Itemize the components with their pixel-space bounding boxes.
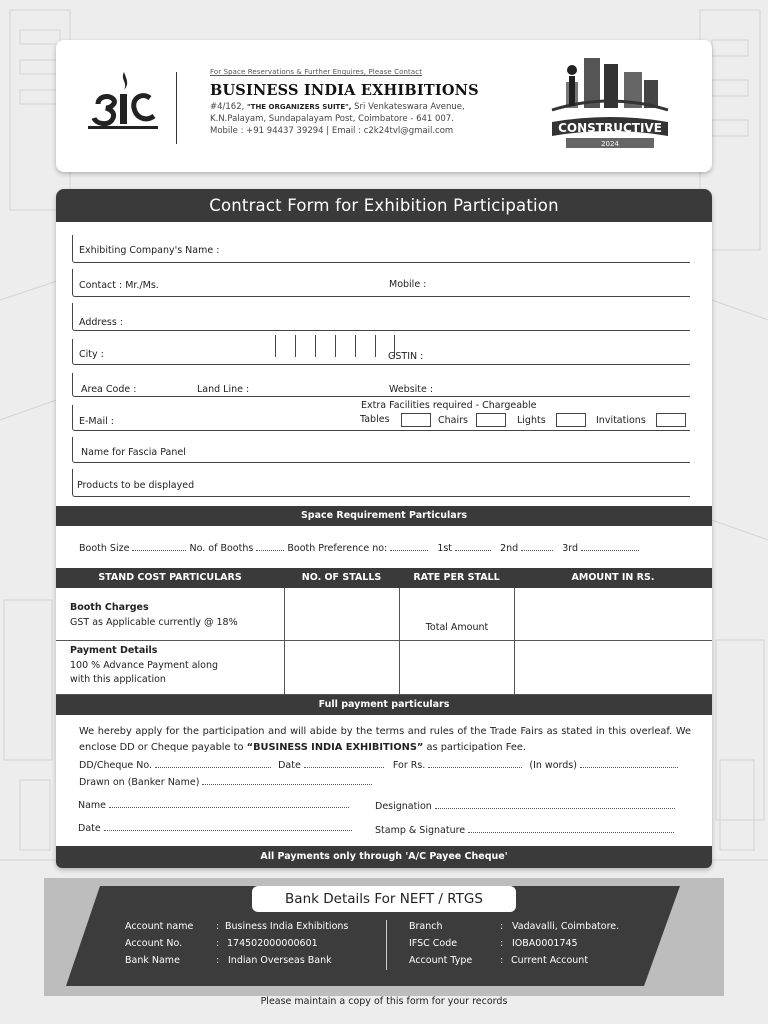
products-label: Products to be displayed: [77, 480, 195, 491]
cheque-date-input[interactable]: [304, 759, 384, 768]
branch-label: Branch: [409, 921, 443, 932]
pincode-box[interactable]: [295, 335, 315, 357]
branch-value: Vadavalli, Coimbatore.: [512, 921, 620, 932]
pincode-box[interactable]: [275, 335, 295, 357]
tables-label: Tables: [360, 414, 390, 425]
area-code-label: Area Code :: [81, 384, 137, 395]
ifsc-label: IFSC Code: [409, 938, 458, 949]
no-of-booths-input[interactable]: [256, 542, 284, 551]
cost-table: [56, 588, 712, 695]
amount-header: AMOUNT IN RS.: [571, 572, 655, 583]
account-type-label: Account Type: [409, 955, 473, 966]
address-field[interactable]: [72, 303, 690, 331]
colon: :: [216, 938, 220, 949]
rate-per-stall-header: RATE PER STALL: [413, 572, 500, 583]
declaration-text: [79, 724, 691, 756]
pincode-box[interactable]: [335, 335, 355, 357]
ifsc-value: IOBA0001745: [512, 938, 578, 949]
extra-facilities-label: Extra Facilities required - Chargeable: [361, 400, 537, 411]
chairs-checkbox[interactable]: [476, 413, 506, 427]
colon: :: [500, 938, 504, 949]
designation-input[interactable]: [435, 800, 675, 809]
account-name-label: Account name: [125, 921, 194, 932]
colon: :: [500, 921, 504, 932]
stand-cost-header: STAND COST PARTICULARS: [98, 572, 242, 583]
address-line-2: K.N.Palayam, Sundapalayam Post, Coimbatore - 641 007.: [210, 114, 454, 124]
payment-details-line2: with this application: [70, 674, 166, 685]
booth-size-label: Booth Size: [79, 543, 130, 554]
mobile-label: Mobile :: [389, 279, 427, 290]
invitations-checkbox[interactable]: [656, 413, 686, 427]
colon: :: [500, 955, 504, 966]
lights-checkbox[interactable]: [556, 413, 586, 427]
no-of-booths-label: No. of Booths: [189, 543, 254, 554]
address-label: Address :: [79, 317, 124, 328]
booth-charges-text: GST as Applicable currently @ 18%: [70, 617, 238, 628]
for-rs-label: For Rs.: [392, 760, 426, 771]
lights-label: Lights: [517, 415, 546, 426]
products-field[interactable]: [72, 469, 690, 497]
table-divider: [284, 588, 285, 695]
date-label: Date: [78, 823, 101, 834]
chairs-label: Chairs: [438, 415, 468, 426]
declaration-part1: We hereby apply for the participation and will abide by the terms and rules of the Trade Fairs as stated in this overleaf. We enclose DD or Cheque payable to: [79, 726, 691, 753]
event-logo-year: 2024: [601, 140, 619, 148]
stamp-label: Stamp & Signature: [375, 825, 466, 836]
booth-size-line: [79, 542, 639, 554]
payment-details-line1: 100 % Advance Payment along: [70, 660, 219, 671]
city-field[interactable]: [72, 339, 690, 365]
name-label: Name: [78, 800, 107, 811]
account-type-value: Current Account: [511, 955, 589, 966]
declaration-part2: as participation Fee.: [426, 742, 526, 753]
booth-preference-label: Booth Preference no:: [287, 543, 388, 554]
third-preference-input[interactable]: [581, 542, 639, 551]
invitations-label: Invitations: [596, 415, 646, 426]
address-line-1: [210, 101, 530, 113]
first-preference-label: 1st: [437, 543, 453, 554]
stamp-input[interactable]: [468, 824, 674, 833]
form-title: Contract Form for Exhibition Participation: [56, 189, 712, 222]
company-name-label: Exhibiting Company's Name :: [79, 245, 220, 256]
contact-field[interactable]: [72, 269, 690, 297]
tables-checkbox[interactable]: [401, 413, 431, 427]
designation-line: [375, 800, 675, 812]
second-preference-input[interactable]: [521, 542, 553, 551]
date-line: [78, 822, 352, 834]
constructive-logo-icon: [544, 52, 676, 162]
table-divider: [514, 588, 515, 695]
pincode-box[interactable]: [315, 335, 335, 357]
total-amount-label: Total Amount: [425, 622, 489, 633]
header-card: [56, 40, 712, 172]
payment-note: All Payments only through 'A/C Payee Cheque': [56, 846, 712, 868]
dd-cheque-label: DD/Cheque No.: [79, 760, 153, 771]
designation-label: Designation: [375, 801, 432, 812]
land-line-label: Land Line :: [197, 384, 250, 395]
contact-label: Contact : Mr./Ms.: [79, 280, 159, 291]
account-no-value: 174502000000601: [227, 938, 318, 949]
colon: :: [216, 921, 220, 932]
email-label: E-Mail :: [79, 416, 114, 427]
cheque-date-label: Date: [278, 760, 301, 771]
drawn-on-input[interactable]: [202, 776, 372, 785]
gstin-label: GSTIN :: [388, 351, 424, 362]
company-name: BUSINESS INDIA EXHIBITIONS: [210, 82, 479, 99]
colon: :: [216, 955, 220, 966]
drawn-on-line: [79, 776, 372, 788]
fascia-panel-label: Name for Fascia Panel: [81, 447, 186, 458]
booth-charges-title: Booth Charges: [70, 602, 149, 613]
declaration-payee: “BUSINESS INDIA EXHIBITIONS”: [246, 742, 424, 753]
company-name-field[interactable]: [72, 235, 690, 263]
records-note: Please maintain a copy of this form for your records: [260, 996, 508, 1007]
no-of-stalls-header: NO. OF STALLS: [301, 572, 382, 583]
payment-particulars-title: Full payment particulars: [56, 695, 712, 715]
contract-form: [56, 189, 712, 868]
pincode-boxes[interactable]: [275, 335, 395, 357]
bank-details-title: Bank Details For NEFT / RTGS: [252, 886, 516, 912]
name-input[interactable]: [109, 799, 349, 808]
table-row-divider: [56, 640, 712, 641]
booth-preference-input[interactable]: [390, 542, 428, 551]
in-words-input[interactable]: [580, 759, 678, 768]
address-prefix: #4/162,: [210, 102, 245, 112]
bank-details: [44, 878, 724, 996]
enquiry-line: For Space Reservations & Further Enquires, Please Contact: [210, 68, 423, 76]
table-divider: [399, 588, 400, 695]
first-preference-input[interactable]: [455, 542, 491, 551]
header-divider: [176, 72, 177, 144]
fascia-panel-field[interactable]: [72, 437, 690, 463]
area-code-field[interactable]: [72, 373, 690, 397]
date-input[interactable]: [104, 822, 352, 831]
third-preference-label: 3rd: [562, 543, 579, 554]
account-name-value: Business India Exhibitions: [225, 921, 349, 932]
bie-logo-icon: [84, 70, 162, 136]
event-logo-text: CONSTRUCTIVE: [558, 121, 662, 135]
stamp-line: [375, 824, 674, 836]
bank-name-value: Indian Overseas Bank: [228, 955, 332, 966]
payment-details-title: Payment Details: [70, 645, 158, 656]
name-line: [78, 799, 349, 811]
address-bold: "THE ORGANIZERS SUITE",: [247, 103, 352, 111]
organizer-details: [210, 68, 530, 137]
for-rs-input[interactable]: [428, 759, 522, 768]
in-words-label: (In words): [529, 760, 577, 771]
space-requirement-title: Space Requirement Particulars: [56, 506, 712, 526]
drawn-on-label: Drawn on (Banker Name): [79, 777, 200, 788]
bank-name-label: Bank Name: [125, 955, 180, 966]
bank-divider: [386, 920, 387, 970]
city-label: City :: [79, 349, 104, 360]
cost-table-header: [56, 568, 712, 588]
dd-cheque-input[interactable]: [155, 759, 271, 768]
booth-size-input[interactable]: [132, 542, 186, 551]
contact-line: Mobile : +91 94437 39294 | Email : c2k24tvl@gmail.com: [210, 126, 454, 136]
cheque-line: [79, 759, 678, 771]
account-no-label: Account No.: [125, 938, 183, 949]
second-preference-label: 2nd: [500, 543, 519, 554]
address-suffix: Sri Venkateswara Avenue,: [354, 102, 465, 112]
website-label: Website :: [389, 384, 434, 395]
pincode-box[interactable]: [355, 335, 375, 357]
